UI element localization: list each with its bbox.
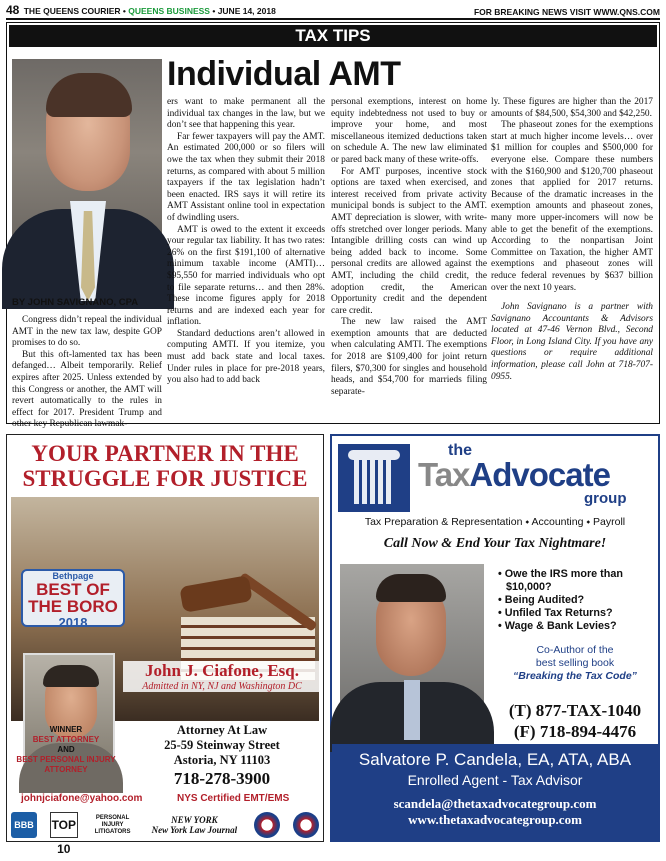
credential-logos [11,811,319,856]
attorney-name: John J. Ciafone, Esq. [123,661,321,681]
certification: NYS Certified EMT/EMS [177,793,290,804]
list-item: • Wage & Bank Levies? [498,620,617,632]
brand-group: group [584,490,627,507]
column-logo-icon [338,444,410,512]
section-name: QUEENS BUSINESS [128,6,210,16]
paragraph: ers want to make permanent all the individual tax changes in the law, but we don’t see that happening this year. [167,97,325,131]
publication-name: THE QUEENS COURIER [23,6,121,16]
call-to-action: Call Now & End Your Tax Nightmare! [383,536,607,551]
services-line: Tax Preparation & Representation ⬩ Accounting ⬩ Payroll [364,516,626,528]
top10-logo: TOP 10 [50,812,78,838]
phone-number: (T) 877-TAX-1040 [508,701,642,720]
gavel-icon [179,575,252,613]
header-left: 48 THE QUEENS COURIER • QUEENS BUSINESS • JUNE 14, 2018 [6,3,276,17]
contact-band [332,744,658,840]
advisor-role: Enrolled Agent - Tax Advisor [407,772,583,788]
article-column-4 [491,97,653,383]
author-bio: John Savignano is a partner with Savignano Accountants & Advisors located at 47-46 Vernon Blvd., Second Floor, in Long Island City. If you have any questions or require additional information, please call John at 718-707-0955. [491,302,653,382]
paragraph: Standard deductions aren’t allowed in computing AMTI. If you itemize, you must add back state and local taxes. Under rules in place for pre-2018 years, you also had to add back [167,328,325,386]
phone-number[interactable]: 718-278-3900 [173,769,271,788]
list-item: • Owe the IRS more than $10,000? [498,568,623,593]
headline: Individual AMT [167,55,401,93]
article-column-3 [331,97,487,398]
paragraph: ly. These figures are higher than the 2017 amounts of $84,500, $54,300 and $42,250. [491,97,653,119]
advisor-name: Salvatore P. Candela, EA, ATA, ABA [358,750,632,769]
email-link[interactable]: scandela@thetaxadvocategroup.com [393,796,597,811]
ciafone-ad[interactable] [6,434,324,856]
seal-icon [254,812,280,838]
ad-title: YOUR PARTNER IN THE STRUGGLE FOR JUSTICE [22,441,308,491]
brand-name: TaxAdvocate [418,456,610,493]
email-link[interactable]: johnjciafone@yahoo.com [21,793,143,804]
paragraph: The phaseout zones for the exemptions start at much higher income levels… over $1 million for couples and $500,000 for everyone else. Compare these numbers with the $160,900 and $120,700 phaseout zones that applied for 2017 returns. Because of the dramatic increases in the exemption amounts and phaseout zones, many more upper-incomers will now be able to get the benefit of the exemptions. According to the nonpartisan Joint Committee on Taxation, the higher AMT exemptions and phaseout zones will reduce federal revenues by $637 billion over the next 10 years. [491,120,653,293]
problem-list [496,568,658,633]
list-item: • Being Audited? [498,594,585,606]
page-number: 48 [6,3,20,17]
paragraph: For AMT purposes, incentive stock options are taxed when exercised, and interest received from private activity municipal bonds is subject to the AMT. AMT depreciation is slower, with write-offs stretched over longer periods. Many Intangible drilling costs can wind up being added back to income. Some personal credits are allowed against the AMT, including the child credit, the adoption credit, the American Opportunity credit and the dependent care credit. [331,166,487,316]
best-of-boro-logo: Bethpage BEST OF THE BORO 2018 [21,569,125,627]
article-column-1 [12,315,162,431]
issue-date: JUNE 14, 2018 [217,6,276,16]
bar-admissions: Admitted in NY, NJ and Washington DC [123,681,321,692]
tax-advocate-ad[interactable] [330,434,660,842]
coauthor-note: Co-Author of the best selling book “Breaking the Tax Code” [513,644,637,682]
paragraph: personal exemptions, interest on home equity indebtedness not used to buy or improve your home, and most miscellaneous itemized deductions taken on schedule A. The new law eliminated or pared back many of these write-offs. [331,97,487,165]
bbb-logo: BBB [11,812,37,838]
paragraph: AMT is owed to the extent it exceeds your regular tax liability. It has two rates: 26% on the first $191,100 of alternative minimum taxable income (AMTI)… $95,550 for married individuals who opt to file separate returns… and then 28%. These income figures apply for 2018 returns and are indexed each year for inflation. [167,224,325,328]
website-link[interactable]: www.thetaxadvocategroup.com [408,812,582,827]
office-address: Attorney At Law 25-59 Steinway Street Astoria, NY 11103 [164,723,280,767]
header-right-link[interactable]: FOR BREAKING NEWS VISIT WWW.QNS.COM [473,7,660,17]
paragraph: Congress didn’t repeal the individual AMT in the new tax law, despite GOP promises to do so. [12,315,162,349]
phone-numbers[interactable] [492,700,658,742]
byline: BY JOHN SAVIGNANO, CPA [12,297,139,308]
section-banner: TAX TIPS [9,25,657,47]
paragraph: The new law raised the AMT exemption amounts that are deducted when calculating AMTI. The exemptions for 2018 are $109,400 for joint return filers, $70,300 for singles and household heads, and $54,700 for marrieds filing separate- [331,317,487,397]
personal-injury-logo: PERSONAL INJURY LITIGATORS [94,814,131,835]
brand-the: the [448,442,472,459]
paragraph: But this oft-lamented tax has been defanged… Albeit temporarily. Relief expires after 2025. Unless extended by this Congress or another, the AMT will revert automatically to the rules in effect for 2017. President Trump and other key Republican lawmak- [12,349,162,430]
nylj-logo: NEW YORK New York Law Journal [151,815,238,835]
tax-tips-article [6,22,660,430]
author-photo [12,59,162,293]
page-header [6,3,660,17]
list-item: • Unfiled Tax Returns? [498,607,613,619]
paragraph: Far fewer taxpayers will pay the AMT. An estimated 200,000 or so filers will owe the tax when they submit their 2018 returns, as compared with about 5 million taxpayers if the tax legislation hadn’t been enacted. IRS says it will retire its AMT Assistant online tool in expectation of dwindling users. [167,131,325,223]
fax-number: (F) 718-894-4476 [513,722,637,741]
advisor-photo [340,564,484,740]
award-block: WINNER BEST ATTORNEY AND BEST PERSONAL INJURY ATTORNEY [16,725,116,774]
header-rule [6,18,660,20]
seal-icon [293,812,319,838]
article-column-2 [167,97,325,387]
